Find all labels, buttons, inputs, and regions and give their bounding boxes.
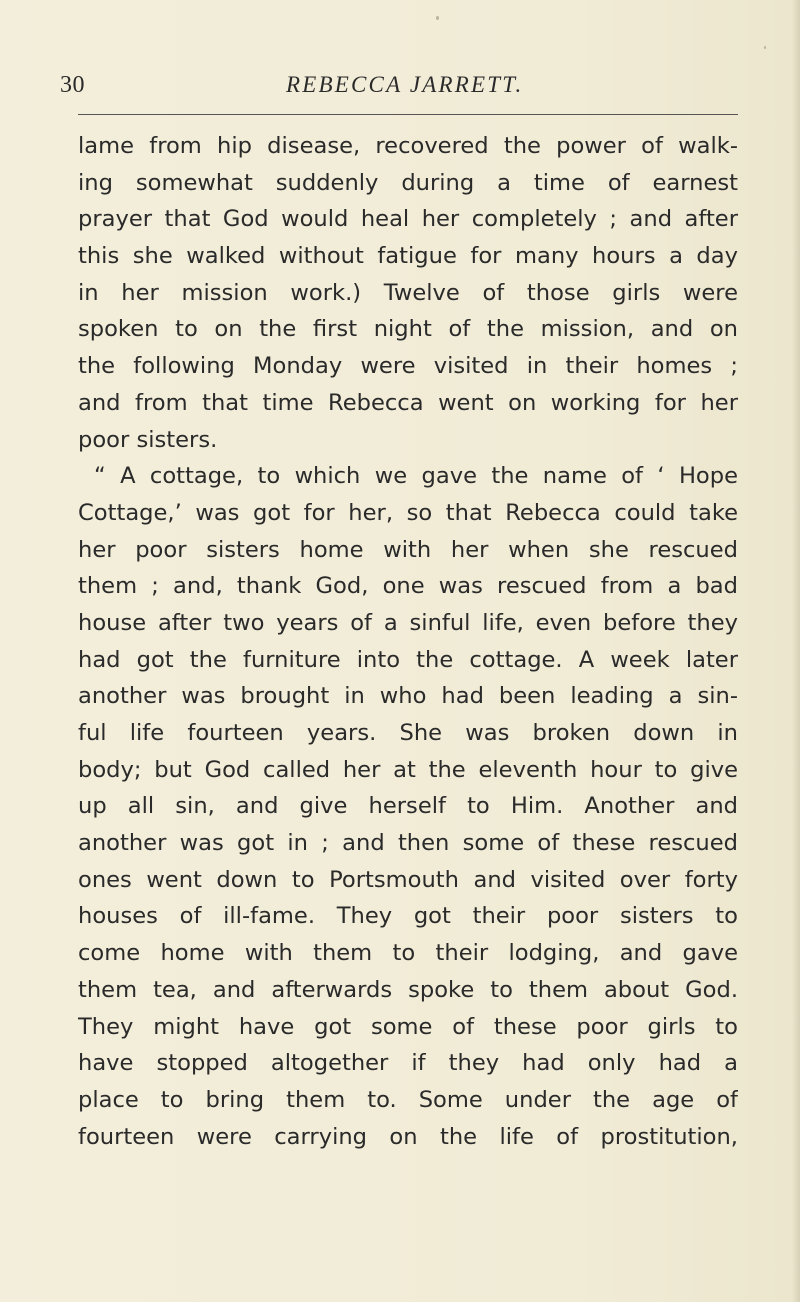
text-line: them ; and, thank God, one was rescued from a bad (78, 573, 738, 600)
text-line: up all sin, and give herself to Him. Another and (78, 793, 738, 820)
text-line: them tea, and afterwards spoke to them about God. (78, 976, 738, 1003)
paper-speck (436, 16, 439, 20)
text-line: had got the furniture into the cottage. A week later (78, 646, 738, 673)
text-line: houses of ill-fame. They got their poor sisters to (78, 903, 738, 930)
text-line: another was brought in who had been leading a sin- (78, 683, 738, 710)
text-line: another was got in ; and then some of these rescued (78, 830, 738, 857)
text-line: ful life fourteen years. She was broken down in (78, 720, 738, 746)
text-line: come home with them to their lodging, and gave (78, 940, 738, 967)
text-line: ing somewhat suddenly during a time of earnest (78, 169, 738, 196)
paper-speck (764, 46, 766, 49)
text-line: fourteen were carrying on the life of prostitution, (78, 1123, 738, 1150)
text-line: house after two years of a sinful life, even before they (78, 609, 738, 636)
text-line: ones went down to Portsmouth and visited over forty (78, 866, 738, 893)
running-header (60, 72, 740, 112)
text-line: this she walked without fatigue for many hours a day (78, 243, 738, 270)
text-line: have stopped altogether if they had only had a (78, 1050, 738, 1077)
text-line: spoken to on the first night of the mission, and on (78, 316, 738, 343)
text-line: prayer that God would heal her completely ; and after (78, 206, 738, 233)
text-line: in her mission work.) Twelve of those girls were (78, 279, 738, 306)
paragraph-end-line: poor sisters. (78, 426, 218, 453)
text-line: body; but God called her at the eleventh hour to give (78, 756, 738, 783)
page-number: 30 (60, 72, 85, 98)
text-line: and from that time Rebecca went on working for her (78, 389, 738, 416)
paragraph-start-line: “ A cottage, to which we gave the name of ‘ Hope (94, 463, 738, 490)
header-rule (78, 114, 738, 115)
page-edge-shadow (792, 0, 800, 1302)
body-text (78, 128, 738, 1155)
text-line: place to bring them to. Some under the age of (78, 1086, 738, 1113)
text-line: the following Monday were visited in their homes ; (78, 353, 738, 380)
text-line: lame from hip disease, recovered the power of walk- (78, 133, 738, 159)
running-title: REBECCA JARRETT. (286, 72, 524, 97)
text-line: her poor sisters home with her when she rescued (78, 536, 738, 563)
text-line: They might have got some of these poor girls to (78, 1013, 738, 1040)
text-line: Cottage,’ was got for her, so that Rebecca could take (78, 499, 738, 526)
